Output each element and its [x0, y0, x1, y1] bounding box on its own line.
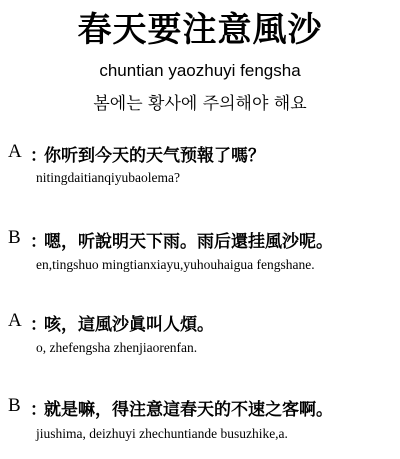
title-pinyin: chuntian yaozhuyi fengsha	[99, 61, 301, 80]
title-korean-translation: 봄에는 황사에 주의해야 해요	[93, 94, 307, 114]
dialogue-line-4	[8, 395, 396, 420]
chinese-text: 咳，這風沙眞叫人煩。	[44, 315, 214, 335]
pinyin-text: nitingdaitianqiyubaolema?	[36, 170, 180, 185]
speaker-label: A	[8, 310, 22, 331]
speaker-colon: ：	[30, 232, 47, 252]
speaker-label: A	[8, 141, 22, 162]
speaker-label: B	[8, 395, 21, 416]
chinese-text: 你听到今天的天气预報了嗎？	[44, 146, 265, 166]
pinyin-text: jiushima, deizhuyi zhechuntiande busuzhike,a.	[36, 426, 288, 441]
speaker-label: B	[8, 227, 21, 248]
chinese-text: 嗯，听說明天下雨。雨后還挂風沙呢。	[44, 232, 333, 252]
pinyin-text: o, zhefengsha zhenjiaorenfan.	[36, 340, 198, 355]
pinyin-text: en,tingshuo mingtianxiayu,yuhouhaigua fengshane.	[36, 257, 315, 272]
chinese-text: 就是嘛，得注意這春天的不速之客啊。	[44, 400, 333, 420]
speaker-colon: ：	[30, 315, 47, 335]
speaker-colon: ：	[30, 146, 47, 166]
lesson-title: 春天要注意風沙	[77, 10, 323, 50]
dialogue-line-3	[8, 310, 396, 335]
dialogue-line-2	[8, 227, 396, 252]
dialogue-line-1	[8, 141, 396, 166]
speaker-colon: ：	[30, 400, 47, 420]
